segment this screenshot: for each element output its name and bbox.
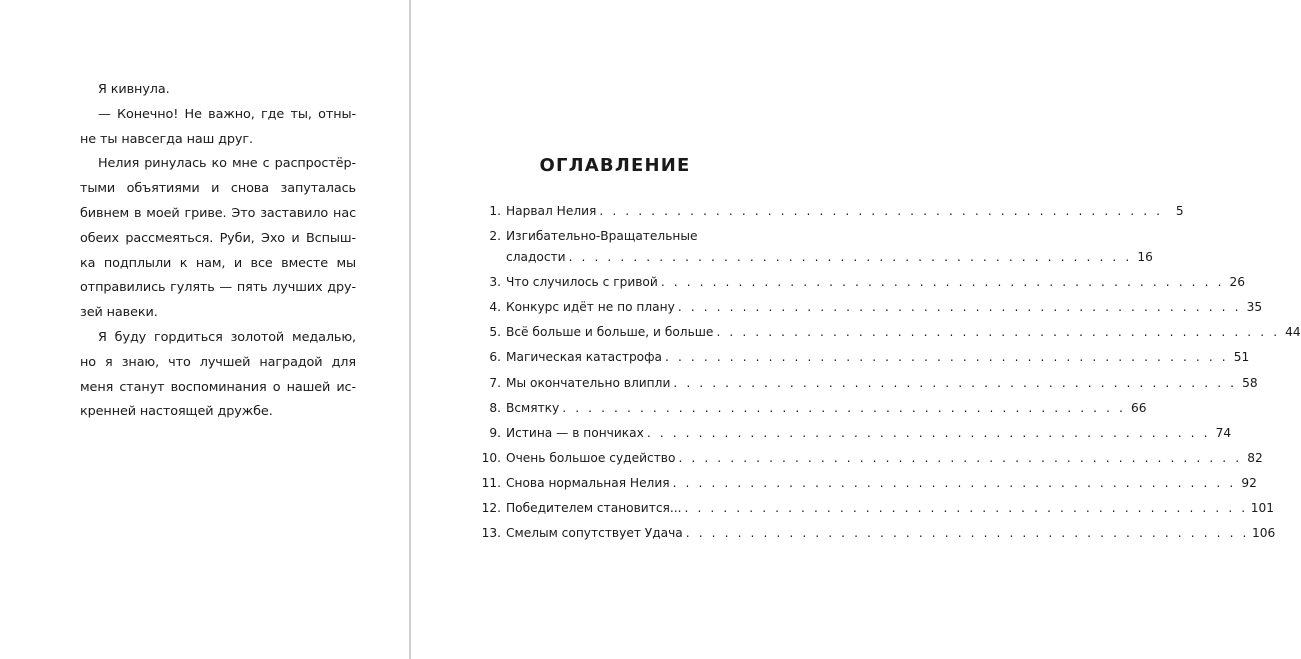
toc-entry-page: 106 [1252, 526, 1276, 541]
toc-entry[interactable] [465, 229, 755, 250]
text-line: обеих рассмеяться. Руби, Эхо и Вспыш- [80, 230, 356, 246]
toc-entry[interactable] [465, 400, 1147, 426]
text-line: Я кивнула. [98, 82, 170, 97]
toc-entry[interactable] [465, 450, 1263, 476]
text-line: Я буду гордиться золотой медалью, [98, 329, 356, 345]
text-line: отправились гулять — пять лучших дру- [80, 280, 356, 296]
toc-entry[interactable] [465, 275, 1246, 300]
toc-entry[interactable] [465, 375, 1258, 401]
toc-entry-number: 9. [489, 425, 501, 440]
toc-entry[interactable] [465, 300, 1263, 325]
toc-entry-number: 2. [489, 229, 501, 244]
toc-leader-dots: . . . . . . . . . . . . . . . . . . . . . . . . . . . . . . . . . . . . . . . . . . . . [562, 400, 1126, 415]
toc-entry[interactable] [465, 325, 1301, 350]
toc-entry[interactable] [465, 526, 1276, 551]
toc-entry-title: Что случилось с гривой [506, 275, 658, 290]
toc-entry-number: 6. [489, 350, 501, 365]
right-page [411, 0, 1301, 659]
toc-entry-title: Смелым сопутствует Удача [506, 526, 683, 541]
toc-entry-title: Победителем становится... [506, 501, 682, 516]
toc-leader-dots: . . . . . . . . . . . . . . . . . . . . . . . . . . . . . . . . . . . . . . . . . . . . [677, 300, 1242, 315]
toc-entry[interactable] [465, 425, 1232, 451]
toc-entry-title: Изгибательно-Вращательные [506, 229, 698, 244]
toc-entry-number: 5. [489, 325, 501, 340]
toc-entry-title-line2: сладости [506, 250, 566, 265]
toc-heading: ОГЛАВЛЕНИЕ [539, 155, 691, 176]
toc-entry-number: 13. [481, 526, 501, 541]
text-line: не ты навсегда наш друг. [80, 131, 253, 147]
toc-entry-page: 16 [1137, 250, 1153, 265]
toc-entry-title: Очень большое судейство [506, 450, 676, 465]
toc-entry-number: 12. [481, 501, 501, 516]
toc-entry-number: 1. [489, 204, 501, 218]
toc-leader-dots: . . . . . . . . . . . . . . . . . . . . . . . . . . . . . . . . . . . . . . . . . . . . [660, 275, 1225, 290]
toc-entry-number: 10. [481, 450, 501, 465]
toc-entry-page: 35 [1246, 300, 1263, 315]
text-line: зей навеки. [80, 305, 158, 321]
toc-entry-number: 11. [481, 475, 501, 490]
toc-entry-title: Мы окончательно влипли [506, 375, 671, 390]
toc-entry[interactable] [465, 350, 1250, 375]
text-line: ка подплыли к нам, и все вместе мы [80, 255, 356, 271]
toc-entry-title: Конкурс идёт не по плану [506, 300, 675, 315]
toc-leader-dots: . . . . . . . . . . . . . . . . . . . . . . . . . . . . . . . . . . . . . . . . . . . . [672, 475, 1236, 490]
text-line: меня станут воспоминания о нашей ис- [80, 379, 356, 395]
toc-entry-page: 51 [1233, 350, 1250, 365]
toc-entry-number: 8. [489, 400, 501, 415]
text-line: бивнем в моей гриве. Это заставило нас [80, 205, 356, 221]
text-line: кренней настоящей дружбе. [80, 404, 273, 420]
toc-entry-page: 74 [1215, 425, 1232, 440]
toc-entry-page: 82 [1247, 450, 1263, 465]
toc-entry-continuation[interactable] [465, 250, 1153, 275]
toc-entry[interactable] [465, 501, 1275, 526]
toc-leader-dots: . . . . . . . . . . . . . . . . . . . . . . . . . . . . . . . . . . . . . . . . . . . . [678, 450, 1242, 465]
text-line: тыми объятиями и снова запуталась [80, 181, 356, 197]
toc-leader-dots: . . . . . . . . . . . . . . . . . . . . . . . . . . . . . . . . . . . . . . . . . . . . [646, 425, 1211, 440]
text-line: но я знаю, что лучшей наградой для [80, 354, 356, 370]
toc-entry-title: Магическая катастрофа [506, 350, 663, 365]
toc-leader-dots: . . . . . . . . . . . . . . . . . . . . . . . . . . . . . . . . . . . . . . . . . . . . [665, 350, 1229, 365]
toc-leader-dots: . . . . . . . . . . . . . . . . . . . . . . . . . . . . . . . . . . . . . . . . . . . . [568, 250, 1132, 265]
toc-entry-title: Нарвал Нелия [506, 204, 597, 218]
toc-leader-dots: . . . . . . . . . . . . . . . . . . . . . . . . . . . . . . . . . . . . . . . . . . . . [684, 501, 1248, 516]
toc-entry-number: 4. [489, 300, 501, 315]
toc-entry-page: 92 [1241, 475, 1257, 490]
toc-entry-page: 26 [1229, 275, 1246, 290]
text-line: Нелия ринулась ко мне с распростёр- [98, 156, 356, 172]
left-page [0, 0, 410, 659]
toc-leader-dots: . . . . . . . . . . . . . . . . . . . . . . . . . . . . . . . . . . . . . . . . . . . . [716, 325, 1280, 340]
toc-entry-page: 66 [1131, 400, 1147, 415]
table-of-contents [465, 204, 1301, 551]
story-text [80, 78, 356, 425]
toc-entry-title: Истина — в пончиках [506, 425, 644, 440]
toc-leader-dots: . . . . . . . . . . . . . . . . . . . . . . . . . . . . . . . . . . . . . . . . . . . . [599, 204, 1163, 218]
toc-entry-title: Всмятку [506, 400, 560, 415]
toc-entry-page: 5 [1175, 204, 1184, 218]
text-line: — Конечно! Не важно, где ты, отны- [98, 106, 356, 122]
toc-leader-dots: . . . . . . . . . . . . . . . . . . . . . . . . . . . . . . . . . . . . . . . . . . . . [685, 526, 1250, 541]
toc-entry[interactable] [465, 204, 1184, 229]
toc-entry-title: Снова нормальная Нелия [506, 475, 670, 490]
toc-leader-dots: . . . . . . . . . . . . . . . . . . . . . . . . . . . . . . . . . . . . . . . . . . . . [673, 375, 1237, 390]
toc-entry-page: 58 [1242, 375, 1258, 390]
toc-entry-number: 7. [489, 375, 501, 390]
toc-entry[interactable] [465, 475, 1257, 501]
toc-entry-title: Всё больше и больше, и больше [506, 325, 714, 340]
toc-entry-number: 3. [489, 275, 501, 290]
toc-entry-page: 44 [1285, 325, 1301, 340]
toc-entry-page: 101 [1250, 501, 1275, 516]
